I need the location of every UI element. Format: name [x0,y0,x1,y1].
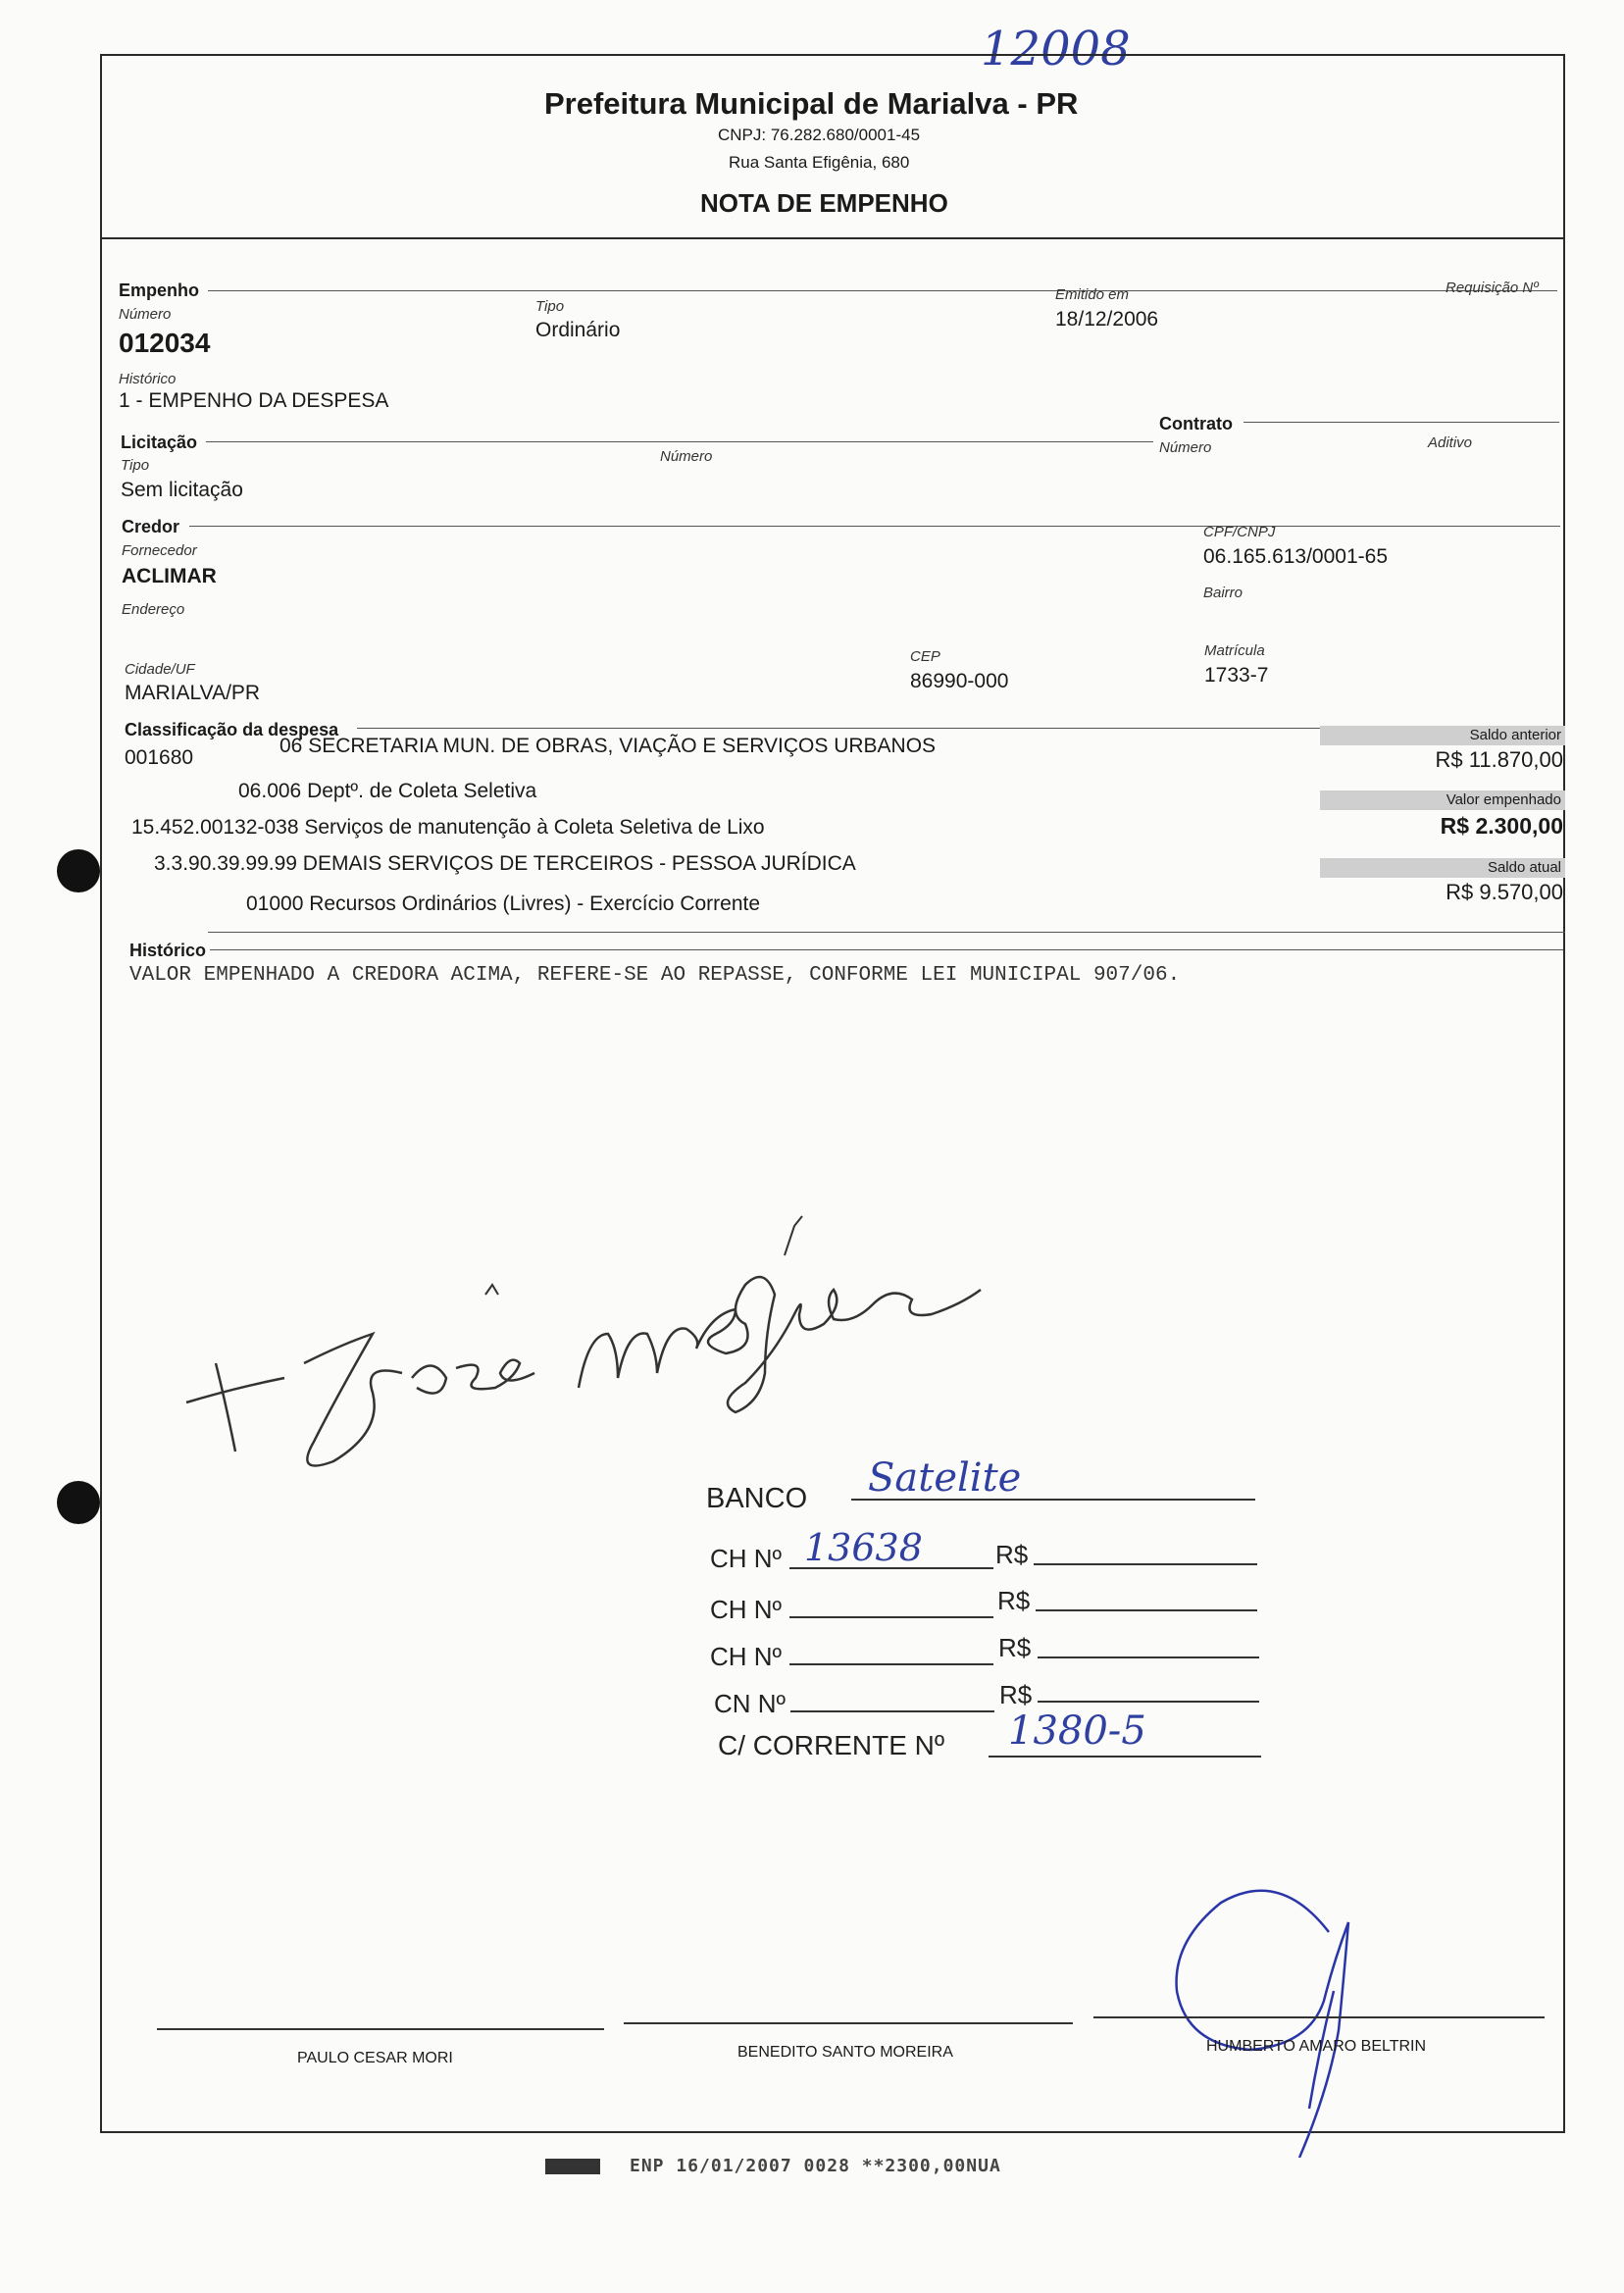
cn-line [790,1710,994,1712]
valor-empenhado-label: Valor empenhado [1320,790,1565,810]
fornecedor-label: Fornecedor [122,542,197,559]
rs4-label: R$ [999,1680,1033,1709]
classificacao-code: 001680 [125,746,194,769]
saldo-anterior-value: R$ 11.870,00 [1435,747,1563,772]
emitido-label: Emitido em [1055,286,1130,303]
contrato-rule [1243,422,1559,423]
rs1-label: R$ [995,1540,1029,1569]
signature-line-1 [157,2028,604,2030]
header-separator [102,237,1563,239]
banco-label: BANCO [706,1483,808,1514]
rs2-label: R$ [997,1586,1031,1615]
classificacao-line-2: 06.006 Deptº. de Coleta Seletiva [238,780,537,802]
cnpj-text: CNPJ: 76.282.680/0001-45 [718,126,921,144]
cep-value: 86990-000 [910,670,1009,692]
saldo-atual-label: Saldo atual [1320,858,1565,878]
classificacao-line-5: 01000 Recursos Ordinários (Livres) - Exercício Corrente [246,892,761,915]
licitacao-tipo: Sem licitação [121,479,243,501]
credor-section: Credor [122,517,180,536]
classificacao-section: Classificação da despesa [125,720,339,739]
signature-line-3 [1093,2016,1545,2018]
licitacao-tipo-label: Tipo [121,457,150,474]
banco-value: Satelite [868,1455,1022,1501]
handwritten-signature [147,1177,1069,1491]
saldo-atual-value: R$ 9.570,00 [1446,880,1563,904]
conta-value: 1380-5 [1008,1708,1146,1754]
conta-line [989,1756,1261,1758]
punch-hole-bottom [57,1481,100,1524]
rs4-line [1038,1701,1259,1703]
signature-name-3: HUMBERTO AMARO BELTRIN [1206,2038,1427,2055]
signature-line-2 [624,2022,1073,2024]
cidade-label: Cidade/UF [125,661,195,678]
historico-text: VALOR EMPENHADO A CREDORA ACIMA, REFERE-SE AO REPASSE, CONFORME LEI MUNICIPAL 907/06. [129,964,1181,987]
fornecedor-value: ACLIMAR [122,565,217,587]
ch1-value: 13638 [804,1526,923,1569]
handwritten-number: 12008 [981,22,1131,76]
ch2-label: CH Nº [710,1595,783,1624]
contrato-section: Contrato [1159,414,1233,433]
page-title: Prefeitura Municipal de Marialva - PR [544,86,1079,121]
punch-hole-top [57,849,100,892]
contrato-numero-label: Número [1159,439,1212,456]
rs3-line [1038,1656,1259,1658]
ch2-line [789,1616,993,1618]
classificacao-line-1: 06 SECRETARIA MUN. DE OBRAS, VIAÇÃO E SERVIÇOS URBANOS [279,735,937,757]
rs3-label: R$ [998,1633,1032,1662]
doc-title: NOTA DE EMPENHO [700,188,948,218]
historico-section: Histórico [129,941,207,960]
credor-rule [189,526,1560,527]
saldo-anterior-label: Saldo anterior [1320,726,1565,745]
signature-name-1: PAULO CESAR MORI [297,2050,453,2066]
empenho-historico-label: Histórico [119,371,177,387]
valor-empenhado-value: R$ 2.300,00 [1440,813,1563,839]
empenho-tipo-label: Tipo [535,298,565,315]
footer-logo-icon [545,2159,600,2174]
bairro-label: Bairro [1203,585,1243,601]
conta-label: C/ CORRENTE Nº [718,1730,945,1760]
handwritten-signature-drawing [147,1177,1069,1491]
cidade-value: MARIALVA/PR [125,682,261,704]
licitacao-numero-label: Número [660,448,713,465]
handwritten-signature-text [147,1177,154,1178]
empenho-rule [208,290,1557,291]
footer-stamp: ENP 16/01/2007 0028 **2300,00NUA [630,2156,1001,2176]
contrato-aditivo-label: Aditivo [1428,434,1473,451]
classificacao-line-3: 15.452.00132-038 Serviços de manutenção à Coleta Seletiva de Lixo [131,816,765,839]
address-text: Rua Santa Efigênia, 680 [729,153,910,172]
rs2-line [1036,1609,1257,1611]
licitacao-rule [206,441,1153,442]
ch3-line [789,1663,993,1665]
signature-scribble [1162,1863,1397,2158]
cpf-value: 06.165.613/0001-65 [1203,545,1389,568]
cpf-label: CPF/CNPJ [1203,524,1276,540]
empenho-numero: 012034 [119,328,211,358]
empenho-numero-label: Número [119,306,172,323]
historico-top-rule [208,932,1565,933]
requisicao-label: Requisição Nº [1446,280,1539,296]
cep-label: CEP [910,648,940,665]
rs1-line [1034,1563,1257,1565]
licitacao-section: Licitação [121,433,198,452]
emitido-date: 18/12/2006 [1055,308,1159,331]
cn-label: CN Nº [714,1689,787,1718]
ch1-label: CH Nº [710,1544,783,1573]
classificacao-line-4: 3.3.90.39.99.99 DEMAIS SERVIÇOS DE TERCEIROS - PESSOA JURÍDICA [154,852,856,875]
empenho-tipo: Ordinário [535,319,621,341]
historico-rule [210,949,1563,950]
empenho-section: Empenho [119,280,200,300]
empenho-historico: 1 - EMPENHO DA DESPESA [119,389,389,412]
matricula-label: Matrícula [1204,642,1265,659]
matricula-value: 1733-7 [1204,664,1269,687]
endereco-label: Endereço [122,601,185,618]
signature-name-2: BENEDITO SANTO MOREIRA [737,2044,953,2061]
ch3-label: CH Nº [710,1642,783,1671]
document-frame [100,54,1565,2133]
